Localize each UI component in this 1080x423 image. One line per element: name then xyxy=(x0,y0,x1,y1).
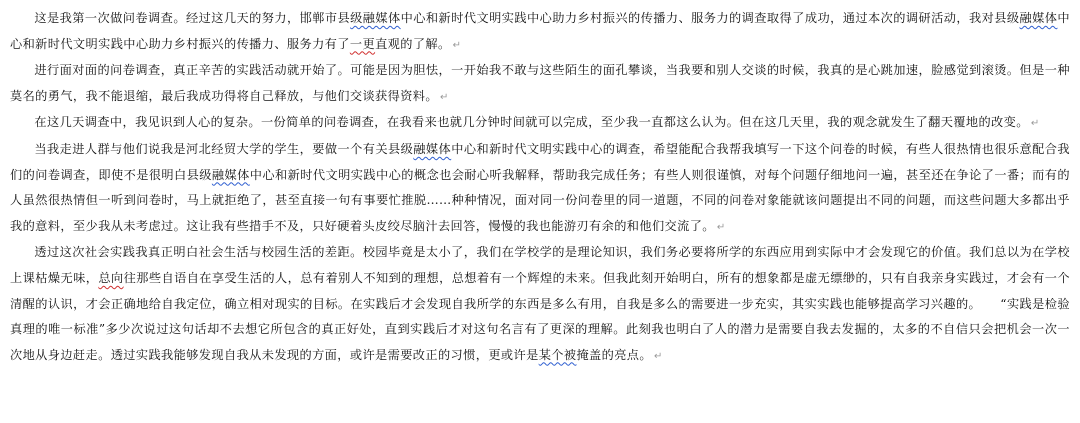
paragraph-text: 当我走进人群与他们说我是河北经贸大学的学生，要做一个有关县级 xyxy=(34,141,414,156)
paragraph-text: 直观的了解。 xyxy=(375,36,451,51)
paragraph-text: 进行面对面的问卷调查，真正辛苦的实践活动就开始了。可能是因为胆怯，一开始我不敢与这些陌生的面孔攀谈，当我要和别人交谈的时候，我真的是心跳加速，脸感觉到滚烫。但是一种莫名的勇气，我不能退缩，最后我成功得将自己释放，与他们交谈获得资料。 xyxy=(10,63,1070,103)
paragraph-text: 掩盖的亮点。 xyxy=(576,347,652,362)
grammar-suggestion-underline: 某个被 xyxy=(538,347,577,362)
paragraph-2[interactable] xyxy=(10,58,1070,110)
paragraph-1[interactable] xyxy=(10,6,1070,58)
grammar-suggestion-underline: 融媒体 xyxy=(413,141,452,156)
paragraph-text: 透过这次社会实践我真正明白社会生活与校园生活的差距。校园毕竟是太小了，我们在学校学的是理论知识，我们务必要将所学的东西应用到实际中才会发现它的价值。我们总以为在学校上课枯燥无味， xyxy=(10,245,1070,285)
paragraph-text: 中心和新时代文明实践中心的概念也会耐心听我解释，帮助我完成任务；有些人则很谨慎，对每个问题仔细地问一遍，甚至还在争论了一番；而有的人虽然很热情但一听到问卷时，马上就拒绝了，甚至直接一句有事要忙推脱……种种情况，面对同一份问卷里的同一道题，不同的问卷对象能就该问题提出不同的问题，而这些问题大多都出乎我的意料，至少我从未考虑过。这让我有些措手不及，只好硬着头皮绞尽脑汁去回答，慢慢的我也能游刃有余的和他们交流了。 xyxy=(10,167,1071,233)
spelling-error-underline: 总向 xyxy=(98,270,124,285)
paragraph-mark-icon: ↵ xyxy=(716,221,726,233)
paragraph-mark-icon: ↵ xyxy=(1030,118,1040,130)
paragraph-3[interactable] xyxy=(10,110,1070,137)
paragraph-text: 这是我第一次做问卷调查。经过这几天的努力，邯郸市县 xyxy=(34,11,351,25)
grammar-suggestion-underline: 融媒体 xyxy=(1019,11,1058,25)
paragraph-text: 中心和新时代文明实践中心的调查，希望能配合我帮我填写一下这个问卷的时候，有些人很热情也很乐意配合我们的问卷调查，即使不是很明白县级 xyxy=(10,141,1071,182)
grammar-suggestion-underline: 级融媒体 xyxy=(350,11,401,25)
paragraph-mark-icon: ↵ xyxy=(653,350,663,362)
paragraph-text: 往那些自语自在享受生活的人，总有着别人不知到的理想，总想着有一个辉煌的未来。但我此刻开始明白，所有的想象都是虚无缥缈的，只有自我亲身实践过，才会有一个清醒的认识，才会正确地给自我定位，确立相对现实的目标。在实践后才会发现自我所学的东西是多么有用，自我是多么的需要进一步充实，其实实践也能够提高学习兴趣的。 “实践是检验真理的唯一标准”多少次说过这句话却不去想它所包含的真正好处，直到实践后才对这句名言有了更深的理解。此刻我也明白了人的潜力是需要自我去发掘的，太多的不自信只会把机会一次一次地从身边赶走。透过实践我能够发现自我从未发现的方面，或许是需要改正的习惯，更或许是 xyxy=(10,270,1070,362)
paragraph-text: 在这几天调查中，我见识到人心的复杂。一份简单的问卷调查，在我看来也就几分钟时间就可以完成，至少我一直都这么认为。但在这几天里，我的观念就发生了翻天覆地的改变。 xyxy=(34,115,1029,130)
paragraph-mark-icon: ↵ xyxy=(452,39,462,51)
paragraph-5[interactable] xyxy=(10,240,1070,369)
paragraph-text: 中心和新时代文明实践中心助力乡村振兴的传播力、服务力的调查取得了成功，通过本次的调研活动，我对县级 xyxy=(400,11,1020,25)
spelling-error-underline: 一更 xyxy=(349,36,376,51)
paragraph-mark-icon: ↵ xyxy=(439,91,449,103)
grammar-suggestion-underline: 融媒体 xyxy=(211,167,250,182)
paragraph-4[interactable] xyxy=(10,137,1070,240)
paragraph-text: 中心和新时代文明实践中心助力乡村振兴的传播力、服务力有了 xyxy=(10,11,1071,51)
